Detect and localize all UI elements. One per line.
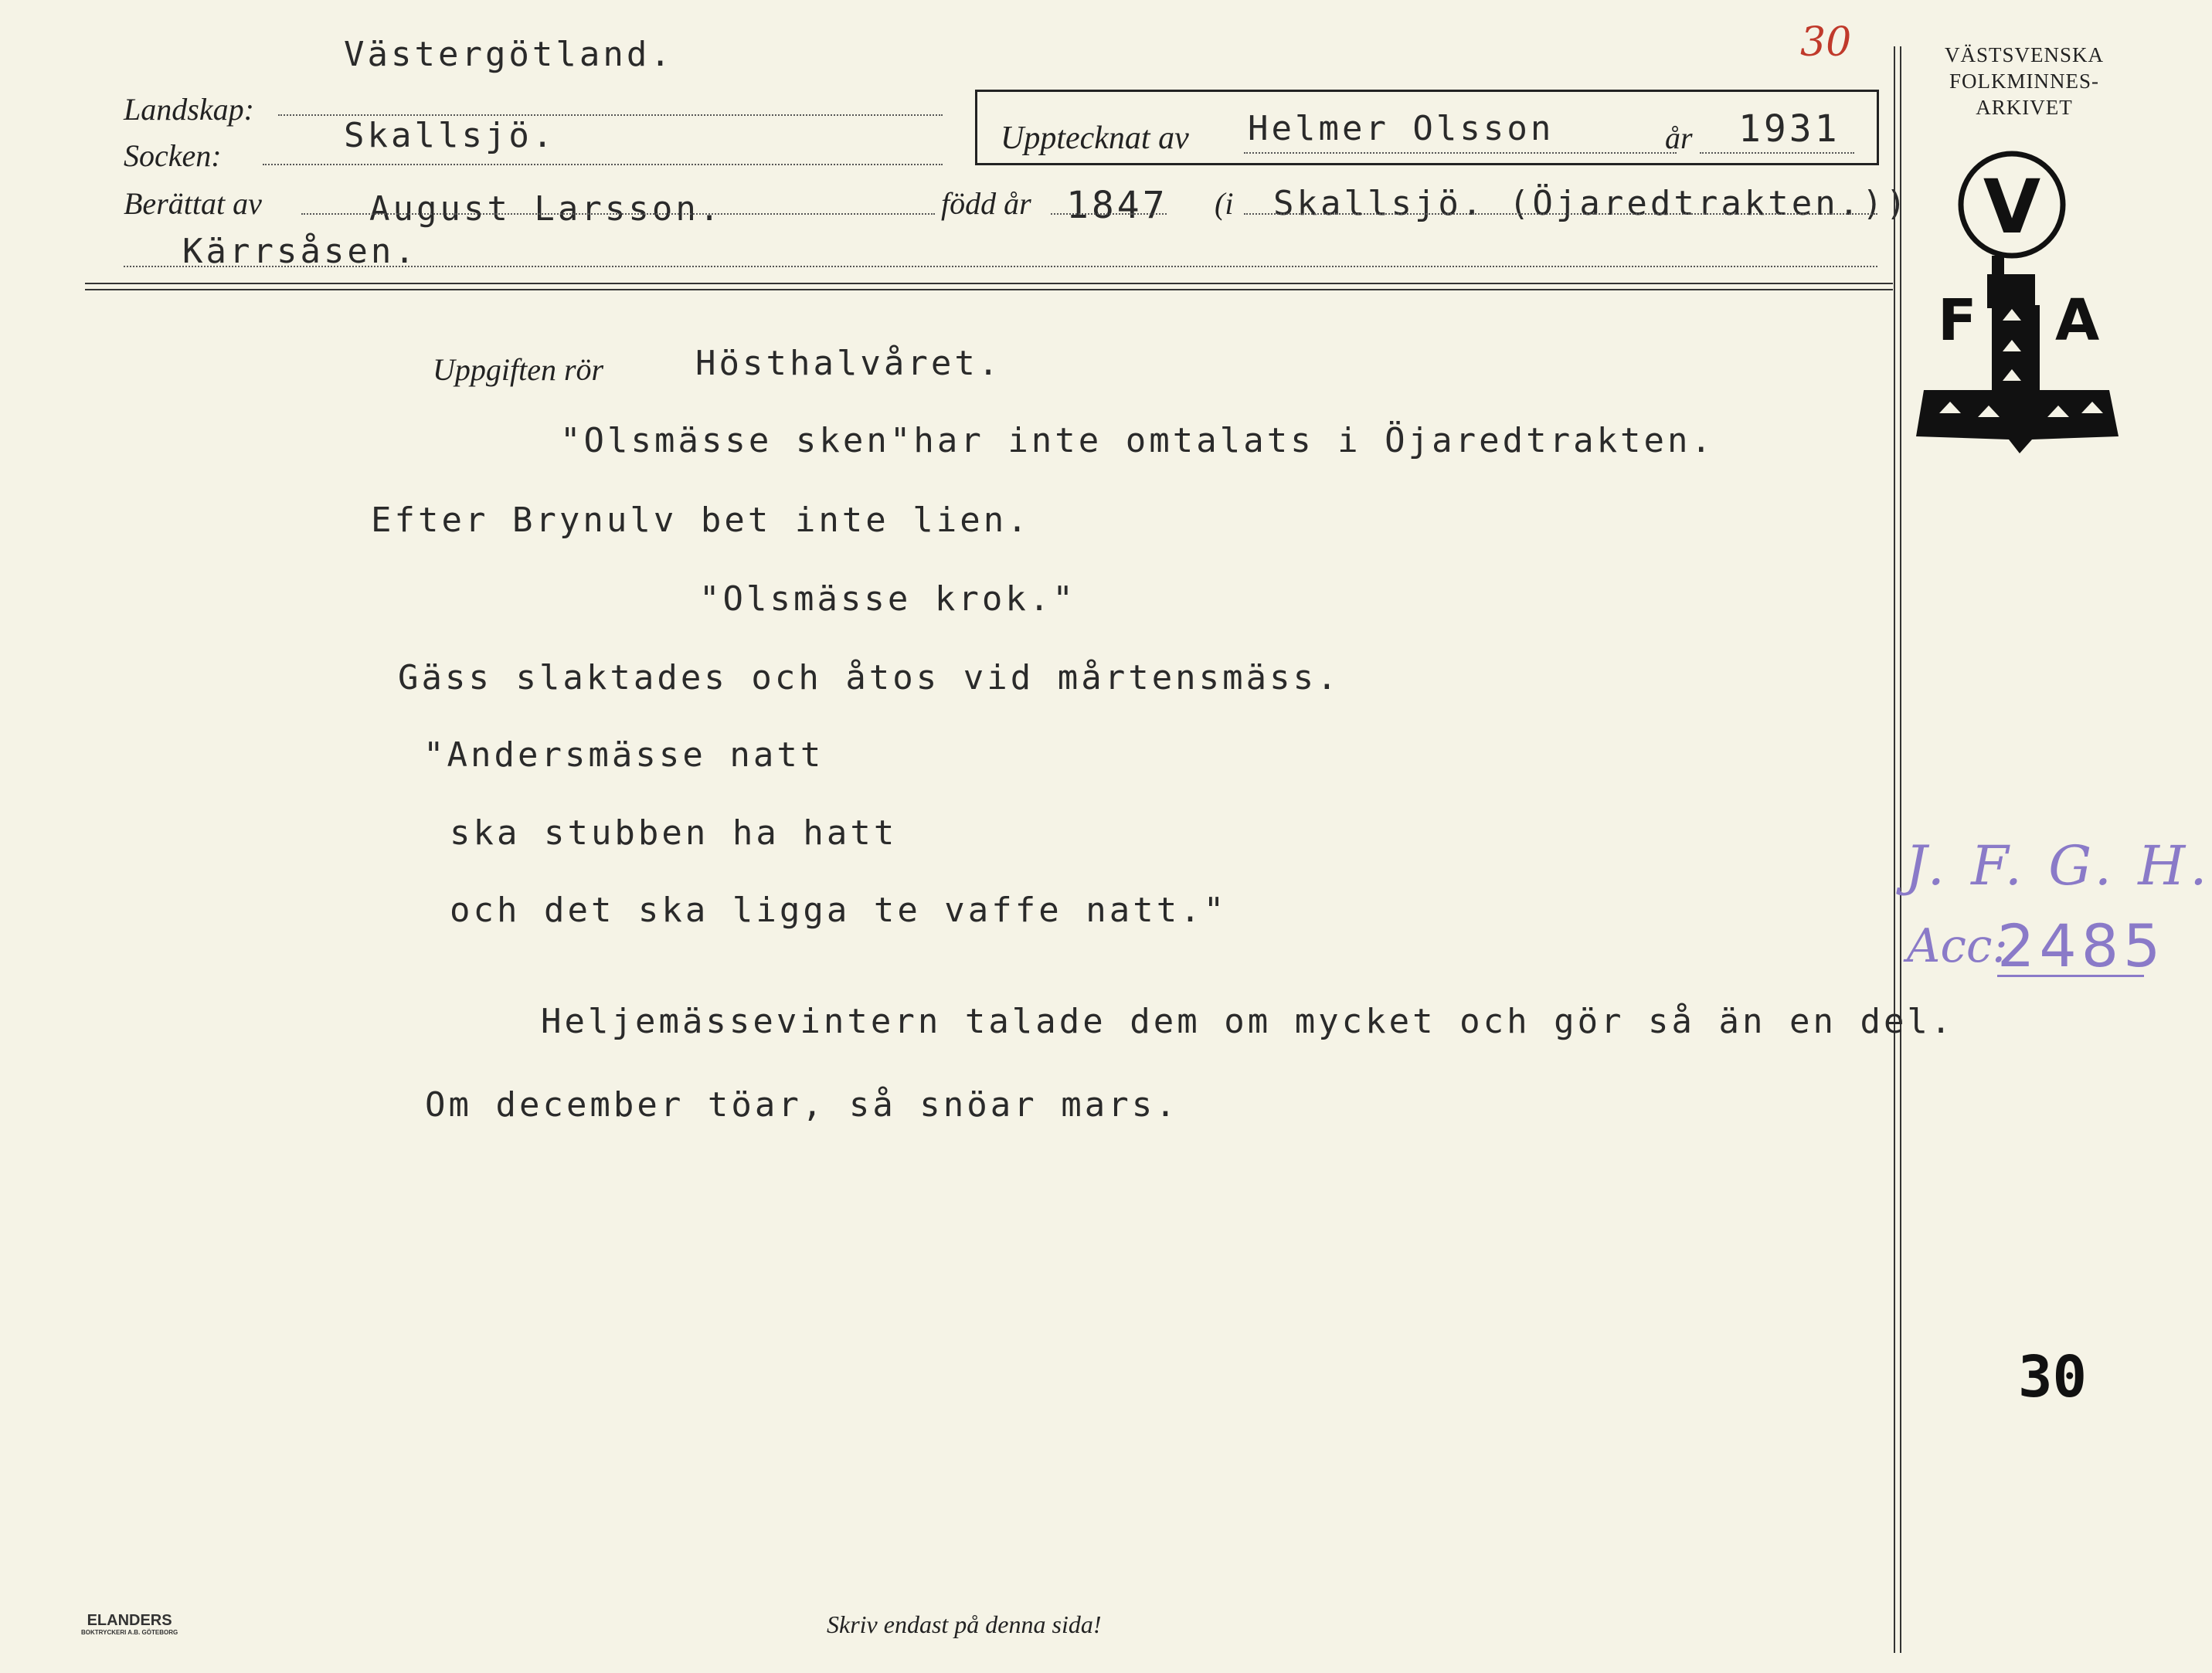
header-rule-bottom	[85, 289, 1893, 290]
stamp-underline	[1997, 975, 2144, 977]
body-line-7: och det ska ligga te vaffe natt."	[450, 891, 1228, 930]
body-line-2: Efter Brynulv bet inte lien.	[371, 501, 1031, 540]
vfa-logo-icon	[1916, 151, 2125, 456]
logo-v-letter: V	[1983, 164, 2041, 250]
born-dotted-line	[1051, 213, 1167, 215]
born-place-value: Skallsjö. (Öjaredtrakten.))	[1273, 184, 1910, 223]
archive-name-line2: FOLKMINNES-	[1949, 70, 2099, 93]
body-line-3: "Olsmässe krok."	[699, 579, 1076, 619]
residence-dotted-line	[124, 266, 1877, 267]
margin-rule-left	[1894, 46, 1895, 1653]
residence-value: Kärrsåsen.	[182, 232, 418, 271]
header-rule-top	[85, 283, 1893, 284]
printer-address: BOKTRYCKERI A.B. GÖTEBORG	[81, 1629, 178, 1636]
year-value: 1931	[1738, 107, 1840, 151]
handwritten-page-number: 30	[1800, 19, 1852, 66]
stamp-institution: J. F. G. H.	[1905, 834, 2212, 898]
region-value: Västergötland.	[344, 35, 674, 74]
socken-label: Socken:	[124, 138, 222, 173]
logo-f-letter: F	[1938, 287, 1977, 354]
narrator-label: Berättat av	[124, 186, 262, 221]
year-label: år	[1665, 120, 1693, 155]
recorder-box	[975, 90, 1879, 165]
body-line-5: "Andersmässe natt	[423, 735, 824, 775]
archive-name-line3: ARKIVET	[1976, 96, 2073, 119]
recorder-value: Helmer Olsson	[1248, 109, 1555, 148]
narrator-dotted-line	[301, 213, 935, 215]
page-number: 30	[2018, 1344, 2088, 1410]
stamp-acc-number: 2485	[1997, 911, 2166, 980]
socken-dotted-line	[263, 164, 943, 165]
narrator-value: August Larsson.	[369, 189, 723, 229]
socken-value: Skallsjö.	[344, 116, 556, 155]
born-place-dotted-line	[1244, 213, 1877, 215]
stamp-acc-label: Acc:	[1907, 919, 2008, 973]
body-line-8: Heljemässevintern talade dem om mycket och gör så än en del.	[541, 1002, 1955, 1041]
logo-a-letter: A	[2055, 287, 2100, 354]
subject-value: Hösthalvåret.	[695, 344, 1002, 383]
footer-instruction: Skriv endast på denna sida!	[827, 1610, 1102, 1638]
recorded-label: Upptecknat av	[1001, 120, 1189, 156]
body-line-6: ska stubben ha hatt	[450, 813, 898, 853]
born-label: född år	[941, 186, 1031, 221]
body-line-1: "Olsmässe sken"har inte omtalats i Öjaredtrakten.	[560, 421, 1715, 460]
printer-name: ELANDERS	[87, 1612, 172, 1629]
recorder-dotted-line	[1244, 152, 1677, 154]
landskap-label: Landskap:	[124, 92, 254, 127]
archive-name-line1: VÄSTSVENSKA	[1944, 43, 2105, 66]
born-place-label: (i	[1215, 186, 1234, 221]
printer-mark	[81, 1614, 178, 1639]
body-line-4: Gäss slaktades och åtos vid mårtensmäss.	[398, 658, 1340, 697]
year-dotted-line	[1700, 152, 1854, 154]
born-value: 1847	[1066, 184, 1168, 227]
archive-name	[1908, 42, 2140, 120]
body-line-9: Om december töar, så snöar mars.	[425, 1085, 1179, 1125]
margin-rule-right	[1900, 46, 1901, 1653]
subject-label: Uppgiften rör	[433, 352, 604, 387]
